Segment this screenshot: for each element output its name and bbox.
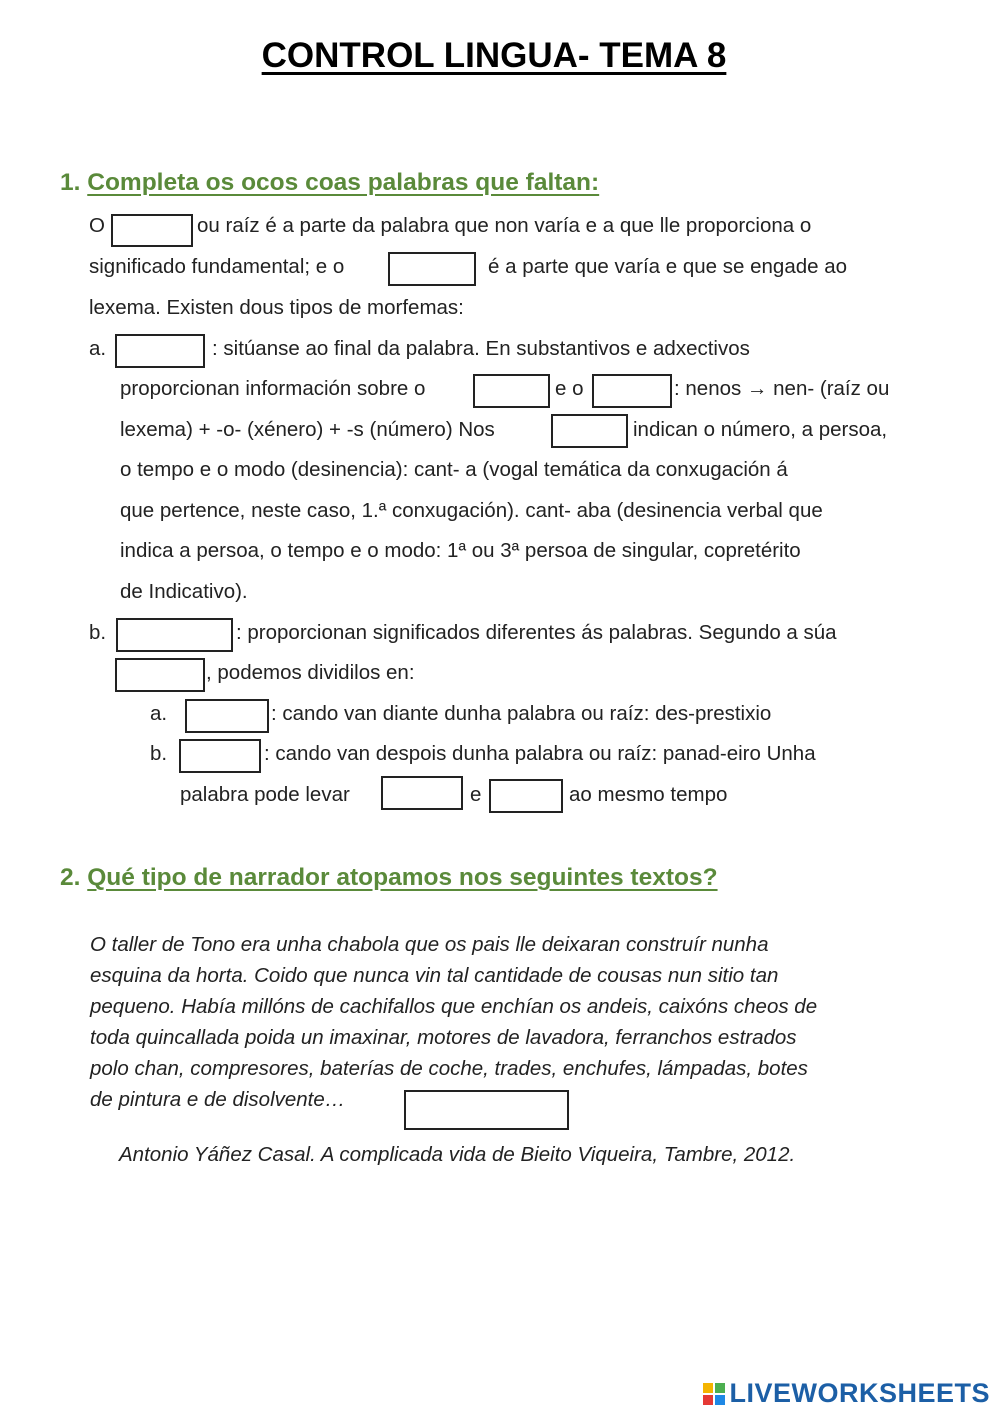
q1-text-fragment: : cando van despois dunha palabra ou raíz: panad-eiro Unha: [264, 742, 816, 765]
list-marker: a.: [150, 702, 168, 725]
answer-blank-prefixos-2[interactable]: [381, 776, 463, 810]
question-1-heading: [60, 169, 599, 197]
q1-text-fragment: é a parte que varía e que se engade ao: [488, 255, 848, 278]
q1-text-fragment: O: [89, 214, 105, 237]
question-2-number: 2.: [60, 864, 81, 891]
logo-text: LIVEWORKSHEETS: [729, 1378, 990, 1408]
q1-text-fragment: proporcionan información sobre o: [120, 377, 426, 400]
answer-input[interactable]: [187, 701, 267, 731]
passage-line: de pintura e de disolvente…: [90, 1088, 346, 1111]
q1-text-fragment: e o: [555, 377, 584, 400]
question-2-heading: [60, 864, 718, 892]
answer-input[interactable]: [475, 376, 548, 406]
liveworksheets-icon: [703, 1381, 725, 1403]
list-marker: b.: [89, 621, 107, 644]
answer-input[interactable]: [383, 778, 461, 808]
q1-text-fragment: : sitúanse ao final da palabra. En substantivos e adxectivos: [212, 337, 750, 360]
answer-blank-xenero[interactable]: [473, 374, 550, 408]
answer-input[interactable]: [594, 376, 670, 406]
answer-blank-sufixos-2[interactable]: [489, 779, 563, 813]
q1-text-fragment: que pertence, neste caso, 1.ª conxugación). cant- aba (desinencia verbal que: [120, 499, 823, 522]
q1-text-fragment: de Indicativo).: [120, 580, 248, 603]
list-marker: a.: [89, 337, 107, 360]
question-1-number: 1.: [60, 169, 81, 196]
list-marker: b.: [150, 742, 168, 765]
liveworksheets-logo: [703, 1378, 990, 1409]
answer-blank-lexema[interactable]: [111, 214, 193, 247]
answer-blank-derivativos[interactable]: [116, 618, 233, 652]
q1-text-fragment: : nenos → nen- (raíz ou: [674, 377, 890, 400]
answer-input[interactable]: [117, 660, 203, 690]
answer-blank-verbos[interactable]: [551, 414, 628, 448]
passage-line: pequeno. Había millóns de cachifallos que enchían os andeis, caixóns cheos de: [90, 995, 818, 1018]
page-title: CONTROL LINGUA- TEMA 8: [261, 36, 727, 75]
answer-blank-morfema[interactable]: [388, 252, 476, 286]
question-2-text: Qué tipo de narrador atopamos nos seguintes textos?: [87, 864, 718, 891]
answer-input[interactable]: [406, 1092, 567, 1128]
answer-input[interactable]: [390, 254, 474, 284]
q1-text-fragment: e: [470, 783, 482, 806]
answer-blank-narrador[interactable]: [404, 1090, 569, 1130]
answer-blank-posicion[interactable]: [115, 658, 205, 692]
citation: Antonio Yáñez Casal. A complicada vida de Bieito Viqueira, Tambre, 2012.: [119, 1143, 796, 1166]
answer-blank-flexivos[interactable]: [115, 334, 205, 368]
passage-line: toda quincallada poida un imaxinar, motores de lavadora, ferranchos estrados: [90, 1026, 797, 1049]
q1-text-fragment: lexema. Existen dous tipos de morfemas:: [89, 296, 464, 319]
q1-text-fragment: ao mesmo tempo: [569, 783, 728, 806]
question-1-text: Completa os ocos coas palabras que faltan:: [87, 169, 600, 196]
q1-text-fragment: palabra pode levar: [180, 783, 350, 806]
answer-input[interactable]: [491, 781, 561, 811]
q1-text-fragment: : proporcionan significados diferentes ás palabras. Segundo a súa: [236, 621, 837, 644]
q1-text-fragment: indica a persoa, o tempo e o modo: 1ª ou 3ª persoa de singular, copretérito: [120, 539, 801, 562]
answer-blank-prefixos[interactable]: [185, 699, 269, 733]
q1-text-fragment: : cando van diante dunha palabra ou raíz: des-prestixio: [271, 702, 772, 725]
q1-text-fragment: o tempo e o modo (desinencia): cant- a (vogal temática da conxugación á: [120, 458, 788, 481]
q1-text-fragment: indican o número, a persoa,: [633, 418, 888, 441]
answer-blank-numero[interactable]: [592, 374, 672, 408]
answer-blank-sufixos[interactable]: [179, 739, 261, 773]
answer-input[interactable]: [117, 336, 203, 366]
q1-text-fragment: lexema) + -o- (xénero) + -s (número) Nos: [120, 418, 495, 441]
passage-line: O taller de Tono era unha chabola que os pais lle deixaran construír nunha: [90, 933, 769, 956]
answer-input[interactable]: [113, 216, 191, 245]
answer-input[interactable]: [181, 741, 259, 771]
q1-text-fragment: significado fundamental; e o: [89, 255, 345, 278]
passage-line: polo chan, compresores, baterías de coche, trades, enchufes, lámpadas, botes: [90, 1057, 808, 1080]
answer-input[interactable]: [118, 620, 231, 650]
q1-text-fragment: , podemos dividilos en:: [206, 661, 415, 684]
passage-line: esquina da horta. Coido que nunca vin tal cantidade de cousas nun sitio tan: [90, 964, 779, 987]
q1-text-fragment: ou raíz é a parte da palabra que non varía e a que lle proporciona o: [197, 214, 812, 237]
answer-input[interactable]: [553, 416, 626, 446]
